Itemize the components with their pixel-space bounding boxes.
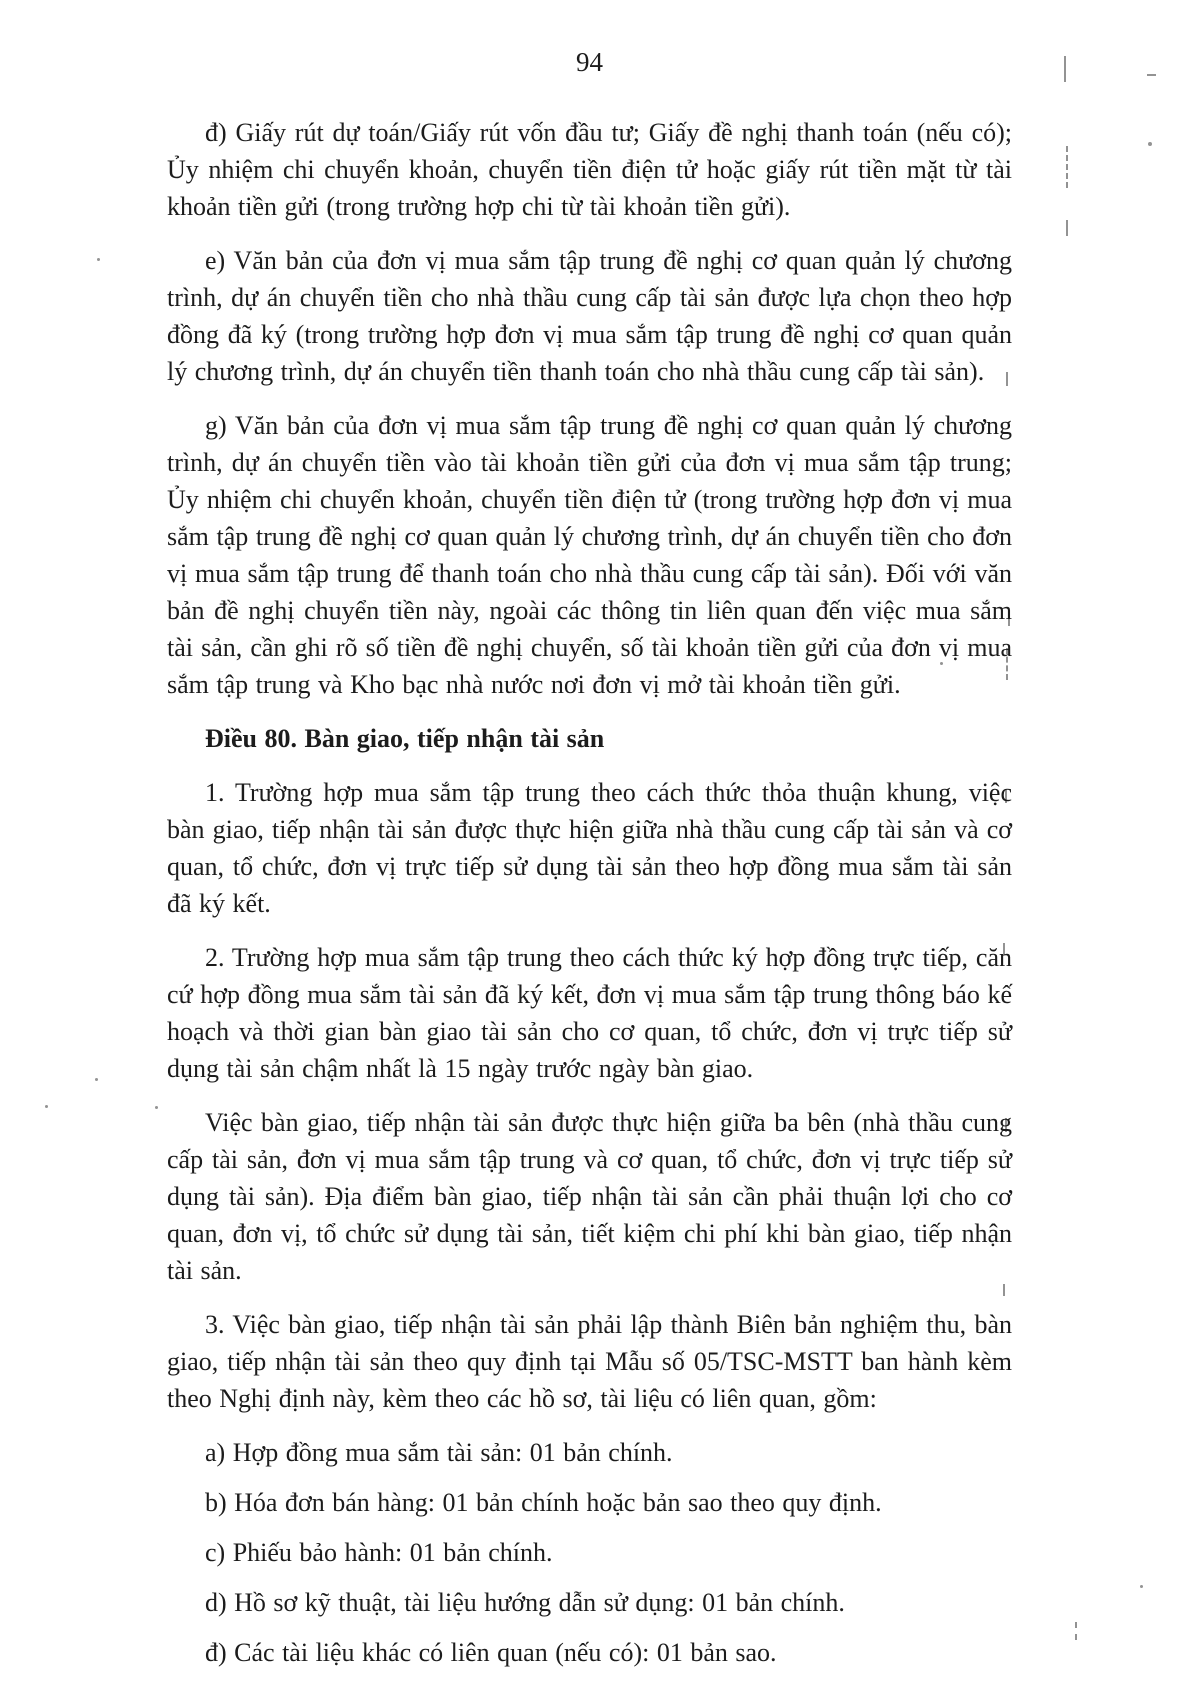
scan-artifact xyxy=(1148,142,1152,146)
scan-artifact xyxy=(155,1106,158,1109)
scan-artifact xyxy=(1140,1585,1143,1588)
scan-artifact xyxy=(1147,74,1156,76)
scan-artifact xyxy=(45,1105,48,1108)
paragraph-dd-item: đ) Giấy rút dự toán/Giấy rút vốn đầu tư; Giấy đề nghị thanh toán (nếu có); Ủy nhiệm chi chuyển khoản, chuyển tiền điện tử hoặc giấy rút tiền mặt từ tài khoản tiền gửi (trong trường hợp chi từ tài khoản tiền gửi). xyxy=(167,118,1012,221)
clause-3: 3. Việc bàn giao, tiếp nhận tài sản phải lập thành Biên bản nghiệm thu, bàn giao, tiếp nhận tài sản theo quy định tại Mẫu số 05/TSC-MSTT ban hành kèm theo Nghị định này, kèm theo các hồ sơ, tài liệu có liên quan, gồm: xyxy=(167,1310,1012,1413)
scan-artifact xyxy=(95,1078,98,1081)
scan-artifact xyxy=(97,258,100,261)
paragraph-g-item: g) Văn bản của đơn vị mua sắm tập trung đề nghị cơ quan quản lý chương trình, dự án chuyển tiền vào tài khoản tiền gửi của đơn vị mua sắm tập trung; Ủy nhiệm chi chuyển khoản, chuyển tiền điện tử (trong trường hợp đơn vị mua sắm tập trung đề nghị cơ quan quản lý chương trình, dự án chuyển tiền cho đơn vị mua sắm tập trung để thanh toán cho nhà thầu cung cấp tài sản). Đối với văn bản đề nghị chuyển tiền này, ngoài các thông tin liên quan đến việc mua sắm tài sản, cần ghi rõ số tiền đề nghị chuyển, số tài khoản tiền gửi của đơn vị mua sắm tập trung và Kho bạc nhà nước nơi đơn vị mở tài khoản tiền gửi. xyxy=(167,411,1012,699)
scan-artifact xyxy=(1066,146,1068,188)
scan-artifact xyxy=(1066,220,1068,236)
clause-2: 2. Trường hợp mua sắm tập trung theo cách thức ký hợp đồng trực tiếp, căn cứ hợp đồng mua sắm tài sản đã ký kết, đơn vị mua sắm tập trung thông báo kế hoạch và thời gian bàn giao tài sản cho cơ quan, tổ chức, đơn vị trực tiếp sử dụng tài sản chậm nhất là 15 ngày trước ngày bàn giao. xyxy=(167,943,1012,1083)
paragraph-e-item: e) Văn bản của đơn vị mua sắm tập trung đề nghị cơ quan quản lý chương trình, dự án chuyển tiền cho nhà thầu cung cấp tài sản được lựa chọn theo hợp đồng đã ký (trong trường hợp đơn vị mua sắm tập trung đề nghị cơ quan quản lý chương trình, dự án chuyển tiền thanh toán cho nhà thầu cung cấp tài sản). xyxy=(167,246,1012,386)
list-item-c: c) Phiếu bảo hành: 01 bản chính. xyxy=(205,1538,553,1567)
list-item-d: d) Hồ sơ kỹ thuật, tài liệu hướng dẫn sử dụng: 01 bản chính. xyxy=(205,1588,845,1617)
article-80-heading: Điều 80. Bàn giao, tiếp nhận tài sản xyxy=(205,724,605,753)
list-item-dd: đ) Các tài liệu khác có liên quan (nếu có): 01 bản sao. xyxy=(205,1638,777,1667)
scan-artifact xyxy=(1075,1622,1077,1640)
list-item-a: a) Hợp đồng mua sắm tài sản: 01 bản chính. xyxy=(205,1438,673,1467)
page-number: 94 xyxy=(576,47,603,77)
list-item-b: b) Hóa đơn bán hàng: 01 bản chính hoặc bản sao theo quy định. xyxy=(205,1488,882,1517)
clause-2-continuation: Việc bàn giao, tiếp nhận tài sản được thực hiện giữa ba bên (nhà thầu cung cấp tài sản, đơn vị mua sắm tập trung và cơ quan, tổ chức, đơn vị trực tiếp sử dụng tài sản). Địa điểm bàn giao, tiếp nhận tài sản cần phải thuận lợi cho cơ quan, đơn vị, tổ chức sử dụng tài sản, tiết kiệm chi phí khi bàn giao, tiếp nhận tài sản. xyxy=(167,1108,1012,1285)
page-content xyxy=(167,44,1012,1671)
scan-artifact xyxy=(1064,56,1066,82)
clause-1: 1. Trường hợp mua sắm tập trung theo cách thức thỏa thuận khung, việc bàn giao, tiếp nhận tài sản được thực hiện giữa nhà thầu cung cấp tài sản và cơ quan, tổ chức, đơn vị trực tiếp sử dụng tài sản theo hợp đồng mua sắm tài sản đã ký kết. xyxy=(167,778,1012,918)
